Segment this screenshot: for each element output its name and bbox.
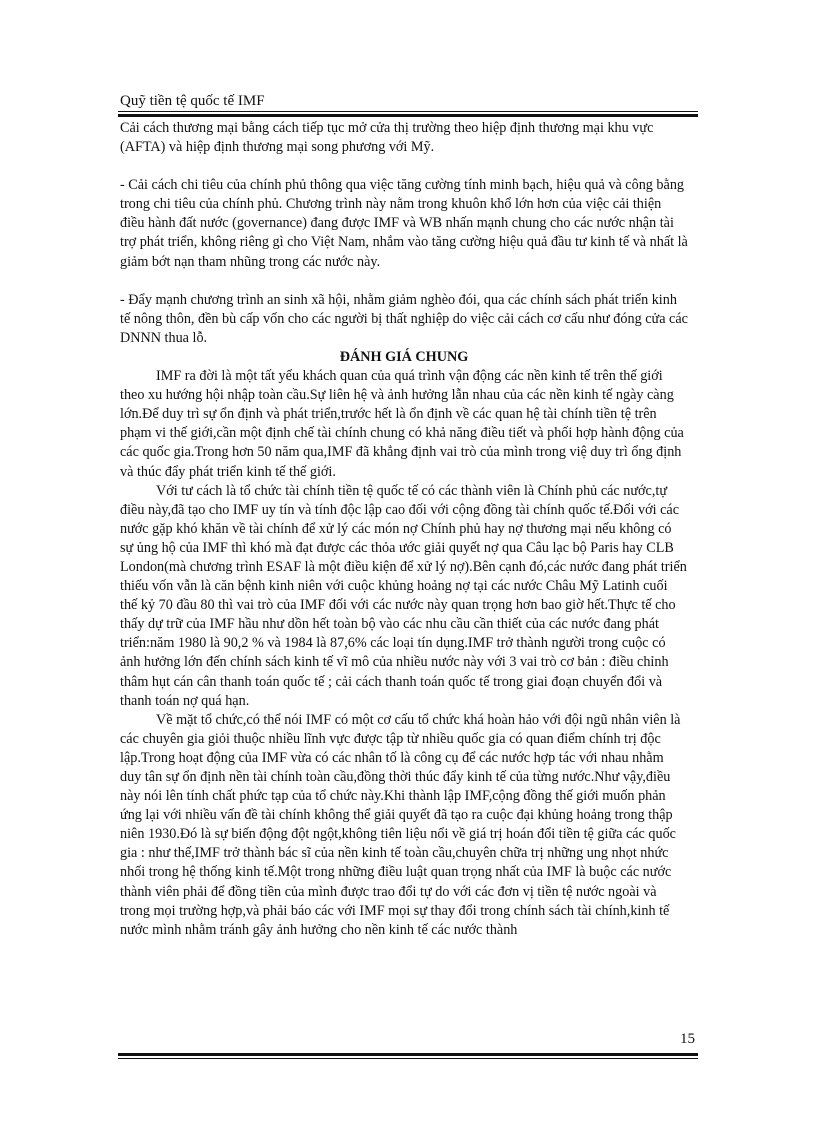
intro-paragraph-3: - Đẩy mạnh chương trình an sinh xã hội, nhằm giảm nghèo đói, qua các chính sách phát triển kinh tế nông thôn, đền bù cấp vốn cho các người bị thất nghiệp do việc cải cách cơ cấu như đóng cửa các DNNN thua lỗ. (120, 291, 688, 346)
intro-paragraph-1: Cải cách thương mại bằng cách tiếp tục mở cửa thị trường theo hiệp định thương mại khu vực (AFTA) và hiệp định thương mại song phương với Mỹ. (120, 120, 654, 156)
page-number: 15 (680, 1031, 695, 1047)
footer-rule-thin (118, 1058, 698, 1059)
section-paragraph-1: IMF ra đời là một tất yếu khách quan của quá trình vận động các nền kinh tế trên thế giới theo xu hướng hội nhập toàn cầu.Sự liên hệ và ảnh hưởng lẫn nhau của các nền kinh tế ngày càng lớn.Để duy trì sự ổn định và phát triển,trước hết là ổn định về các quan hệ tài chính tiền tệ trên phạm vi thế giới,cần một định chế tài chính chung có khả năng điều tiết và phối hợp hành động của các quốc gia.Trong hơn 50 năm qua,IMF đã khẳng định vai trò của mình trong việ duy trì ổng định và thúc đẩy phát triển kinh tế thế giới. (120, 368, 684, 480)
section-paragraph-3: Về mặt tổ chức,có thể nói IMF có một cơ cấu tổ chức khá hoàn hảo với đội ngũ nhân viên là các chuyên gia giỏi thuộc nhiều lĩnh vực được tập từ nhiều quốc gia có quan điểm chính trị độc lập.Trong hoạt động của IMF vừa có các nhân tố là công cụ để các nước hợp tác với nhau nhằm duy tân sự ổn định nền tài chính toàn cầu,đồng thời thúc đẩy kinh tế của từng nước.Như vậy,điều này nói lên tính chất phức tạp của tổ chức này.Khi thành lập IMF,cộng đồng thế giới muốn phản ứng lại với nhiều vấn đề tài chính không thể giải quyết đã tạo ra cuộc đại khủng hoảng trong thập niên 1930.Đó là sự biến động đột ngột,không tiên liệu nổi về giá trị hoán đổi tiền tệ giữa các quốc gia : như thế,IMF trở thành bác sĩ của nền kinh tế toàn cầu,chuyên chữa trị những ung nhọt nhức nhối trong hệ thống kinh tế.Một trong những điều luật quan trọng nhất của IMF là buộc các nước thành viên phải để đồng tiền của mình được trao đổi tự do với các đơn vị tiền tệ nước ngoài và trong mọi trường hợp,và phải báo các với IMF mọi sự thay đổi trong chính sách tài chính,kinh tế nước mình nhằm tránh gây ảnh hưởng cho nền kinh tế các nước thành (120, 711, 681, 938)
header-rule-thin (118, 111, 698, 112)
intro-paragraph-2: - Cải cách chi tiêu của chính phủ thông qua việc tăng cường tính minh bạch, hiệu quả và công bằng trong chi tiêu của chính phủ. Chương trình này nằm trong khuôn khổ lớn hơn của việc cải thiện điều hành đất nước (governance) đang được IMF và WB nhấn mạnh chung cho các nước nhận tài trợ phát triển, không riêng gì cho Việt Nam, nhắm vào tăng cường hiệu quả đầu tư kinh tế và nhất là giảm bớt nạn tham nhũng trong các nước này. (120, 177, 688, 270)
section-heading: ĐÁNH GIÁ CHUNG (339, 348, 469, 365)
header-rule-thick (118, 114, 698, 117)
page-header-title: Quỹ tiền tệ quốc tế IMF (120, 93, 265, 109)
section-paragraph-2: Với tư cách là tổ chức tài chính tiền tệ quốc tế có các thành viên là Chính phủ các nước,tự điều này,đã tạo cho IMF uy tín và tính độc lập cao đối với cộng đồng tài chính quốc tế.Đối với các nước gặp khó khăn về tài chính để xử lý các món nợ Chính phủ hay nợ thương mại nếu không có sự ủng hộ của IMF thì khó mà đạt được các thỏa ước giải quyết nợ qua Câu lạc bộ Paris hay CLB London(mà chương trình ESAF là một điều kiện để xử lý nợ).Bên cạnh đó,các nước đang phát triển thiếu vốn vẫn là căn bệnh kinh niên với cuộc khủng hoảng nợ tại các nước Châu Mỹ Latinh cuối thế kỷ 70 đầu 80 thì vai trò của IMF đối với các nước này quan trọng hơn bao giờ hết.Thực tế cho thấy dự trữ của IMF hầu như dồn hết toàn bộ vào các nhu cầu cần thiết của các nước đang phát triển:năm 1980 là 90,2 % và 1984 là 87,6% các loại tín dụng.IMF trở thành người trong cuộc có ảnh hưởng lớn đến chính sách kinh tế vĩ mô của nhiều nước này với 3 vai trò cơ bản : điều chỉnh thâm hụt cán cân thanh toán quốc tế ; cải cách thanh toán quốc tế trong giai đoạn chuyển đổi và thanh toán nợ quá hạn. (120, 482, 687, 709)
footer-rule-thick (118, 1053, 698, 1056)
page-body (120, 119, 688, 940)
